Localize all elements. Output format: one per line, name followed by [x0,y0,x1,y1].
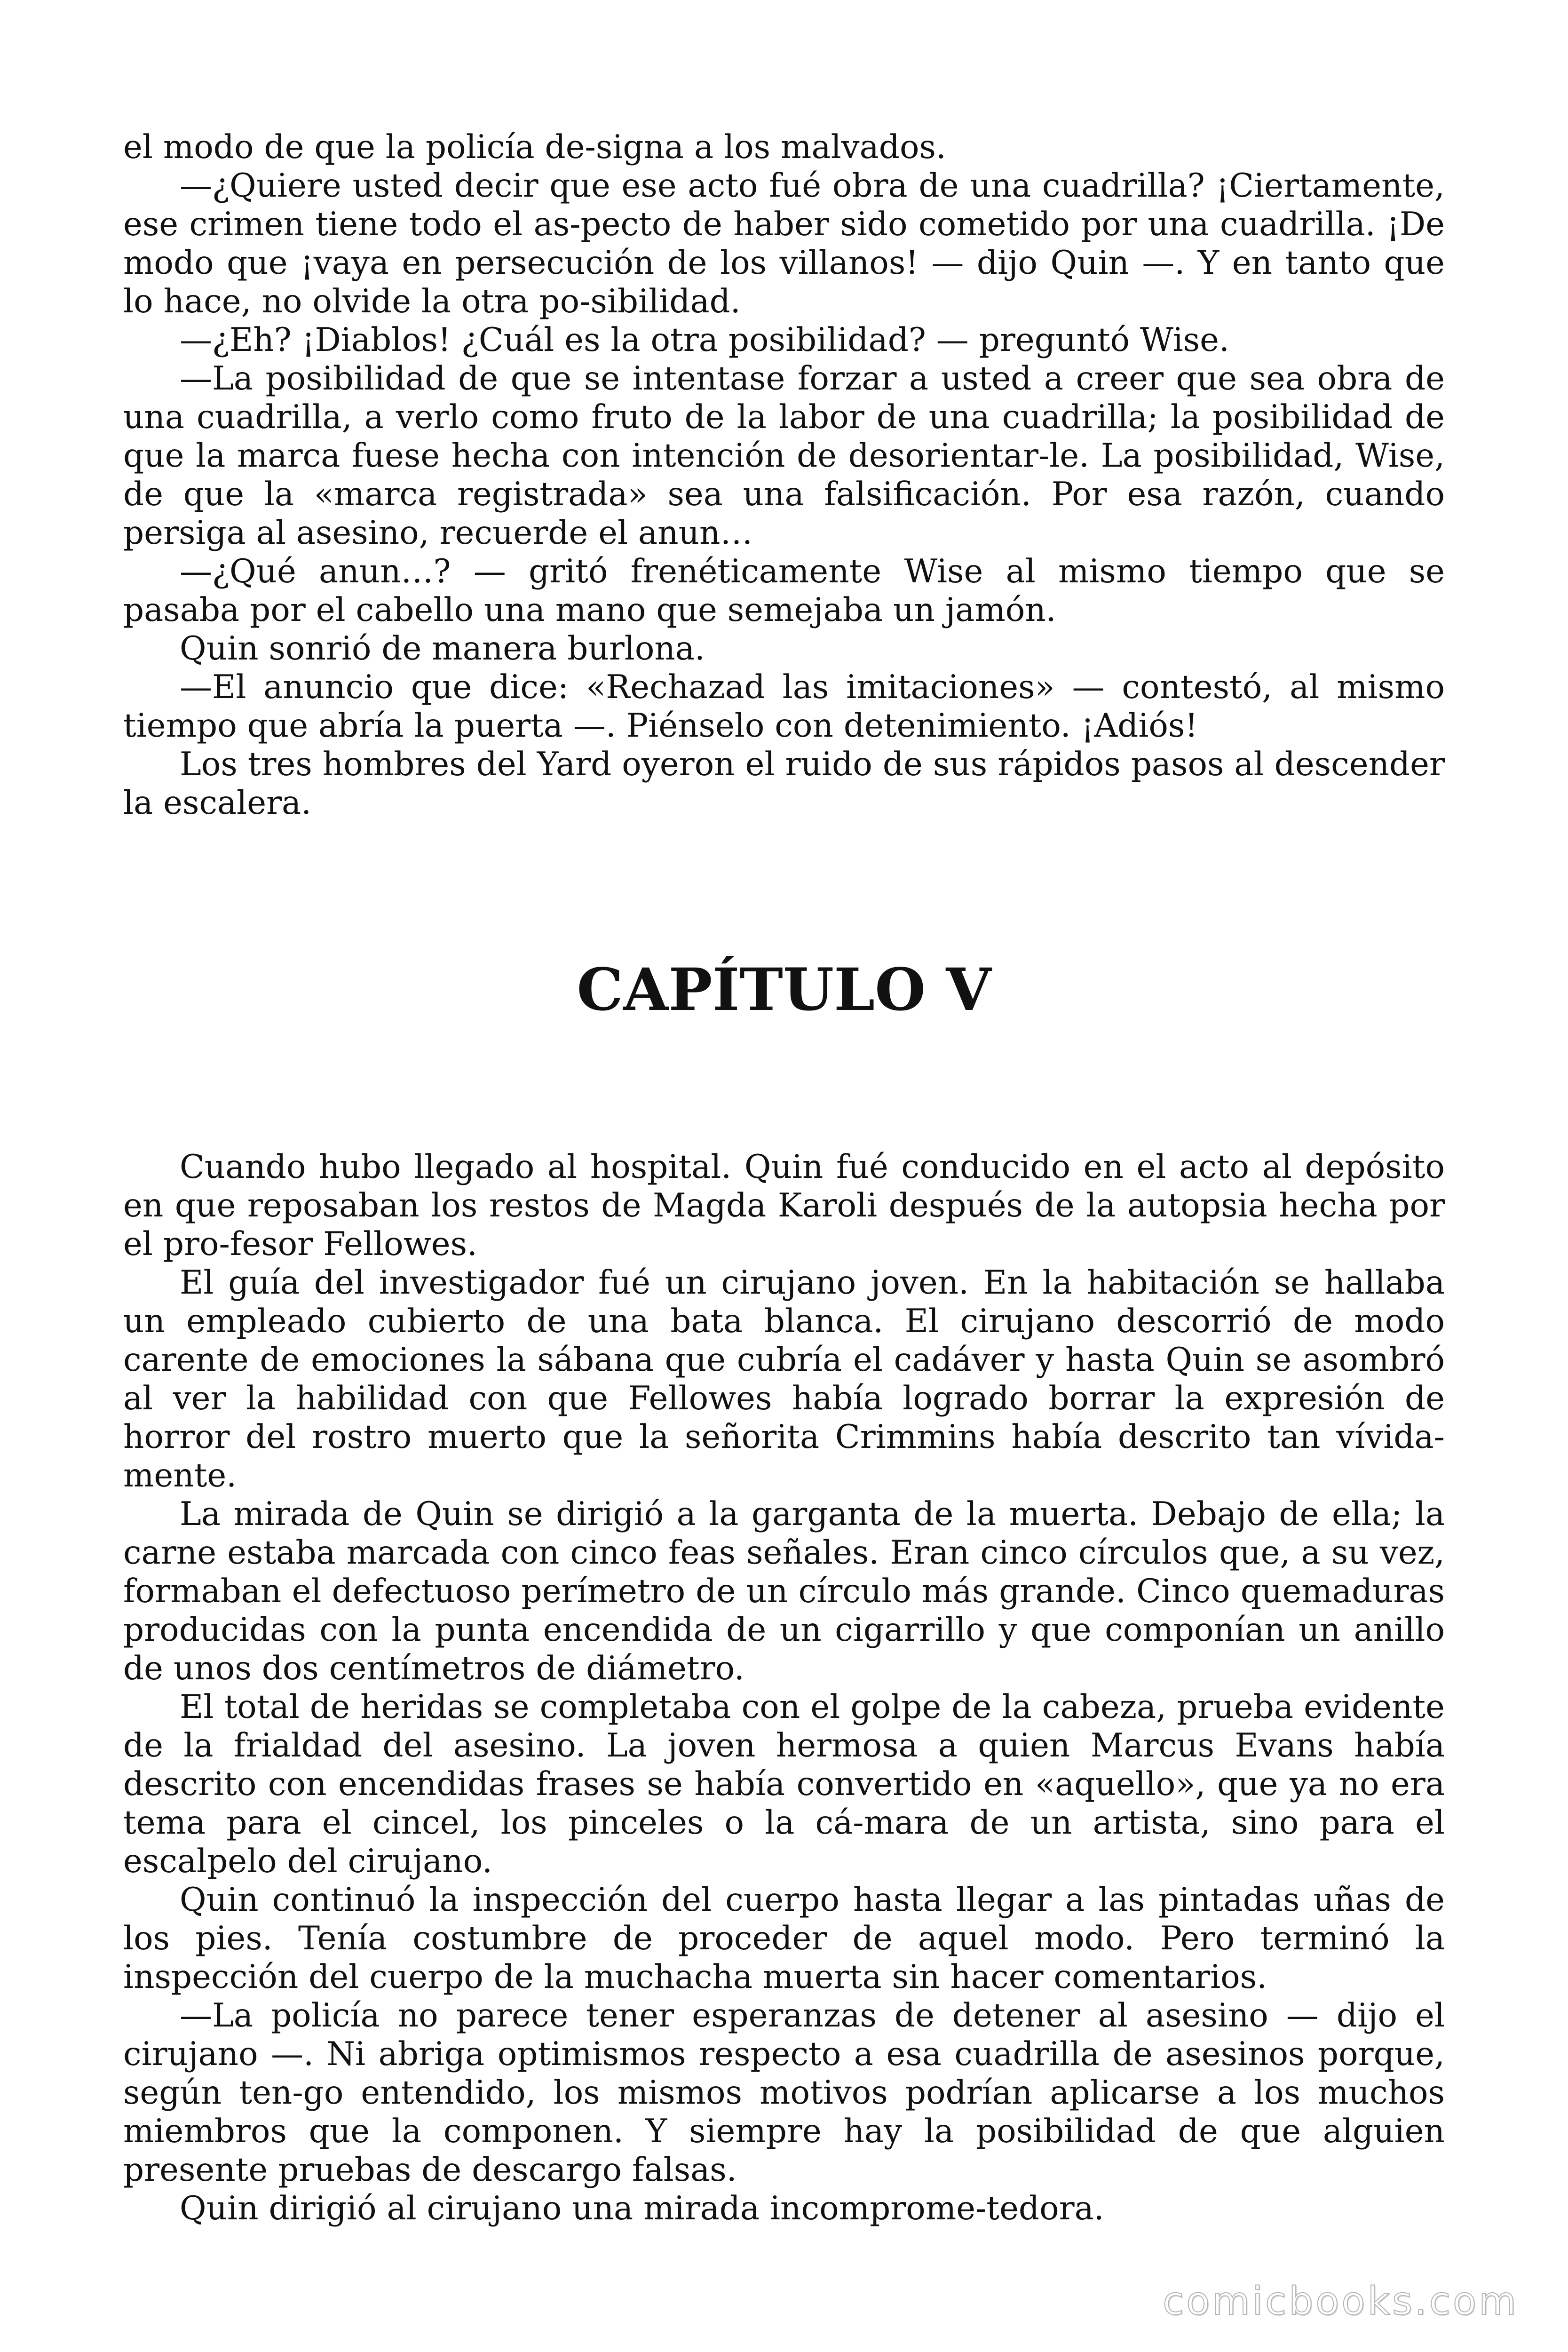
paragraph: Cuando hubo llegado al hospital. Quin fué conducido en el acto al depósito en que reposaban los restos de Magda Karoli después de la autopsia hecha por el pro-fesor Fellowes. [123,1148,1445,1263]
paragraph: Quin sonrió de manera burlona. [180,630,705,667]
paragraph: —La policía no parece tener esperanzas de detener al asesino — dijo el cirujano —. Ni abriga optimismos respecto a esa cuadrilla de asesinos porque, según ten-go entendido, los mismos motivos podrían aplicarse a los muchos miembros que la componen. Y siempre hay la posibilidad de que alguien presente pruebas de descargo falsas. [123,1997,1445,2189]
paragraph: —¿Qué anun…? — gritó frenéticamente Wise al mismo tiempo que se pasaba por el cabello una mano que semejaba un jamón. [123,553,1445,629]
paragraph: El guía del investigador fué un cirujano joven. En la habitación se hallaba un empleado cubierto de una bata blanca. El cirujano descorrió de modo carente de emociones la sábana que cubría el cadáver y hasta Quin se asombró al ver la habilidad con que Fellowes había logrado borrar la expresión de horror del rostro muerto que la señorita Crimmins había descrito tan vívida-mente. [123,1264,1445,1494]
paragraph: —El anuncio que dice: «Rechazad las imitaciones» — contestó, al mismo tiempo que abría la puerta —. Piénselo con detenimiento. ¡Adiós! [123,668,1445,745]
paragraph: Quin continuó la inspección del cuerpo hasta llegar a las pintadas uñas de los pies. Tenía costumbre de proceder de aquel modo. Pero terminó la inspección del cuerpo de la muchacha muerta sin hacer comentarios. [123,1881,1445,1996]
text-block-bottom [123,1148,1445,2228]
paragraph: —¿Eh? ¡Diablos! ¿Cuál es la otra posibilidad? — preguntó Wise. [180,321,1229,359]
chapter-title: CAPÍTULO V [577,956,991,1024]
paragraph: Quin dirigió al cirujano una mirada incomprome-tedora. [180,2190,1104,2227]
paragraph: el modo de que la policía de-signa a los malvados. [123,128,946,166]
paragraph: Los tres hombres del Yard oyeron el ruido de sus rápidos pasos al descender la escalera. [123,746,1445,822]
paragraph: —La posibilidad de que se intentase forzar a usted a creer que sea obra de una cuadrilla, a verlo como fruto de la labor de una cuadrilla; la posibilidad de que la marca fuese hecha con intención de desorientar-le. La posibilidad, Wise, de que la «marca registrada» sea una falsificación. Por esa razón, cuando persiga al asesino, recuerde el anun… [123,360,1445,552]
paragraph: —¿Quiere usted decir que ese acto fué obra de una cuadrilla? ¡Ciertamente, ese crimen tiene todo el as-pecto de haber sido cometido por una cuadrilla. ¡De modo que ¡vaya en persecución de los villanos! — dijo Quin —. Y en tanto que lo hace, no olvide la otra po-sibilidad. [123,167,1445,320]
paragraph: El total de heridas se completaba con el golpe de la cabeza, prueba evidente de la frialdad del asesino. La joven hermosa a quien Marcus Evans había descrito con encendidas frases se había convertido en «aquello», que ya no era tema para el cincel, los pinceles o la cá-mara de un artista, sino para el escalpelo del cirujano. [123,1688,1445,1880]
paragraph: La mirada de Quin se dirigió a la garganta de la muerta. Debajo de ella; la carne estaba marcada con cinco feas señales. Eran cinco círculos que, a su vez, formaban el defectuoso perímetro de un círculo más grande. Cinco quemaduras producidas con la punta encendida de un cigarrillo y que componían un anillo de unos dos centímetros de diámetro. [123,1495,1445,1687]
watermark: comicbooks.com [1163,2279,1519,2324]
text-block-top [123,128,1445,822]
